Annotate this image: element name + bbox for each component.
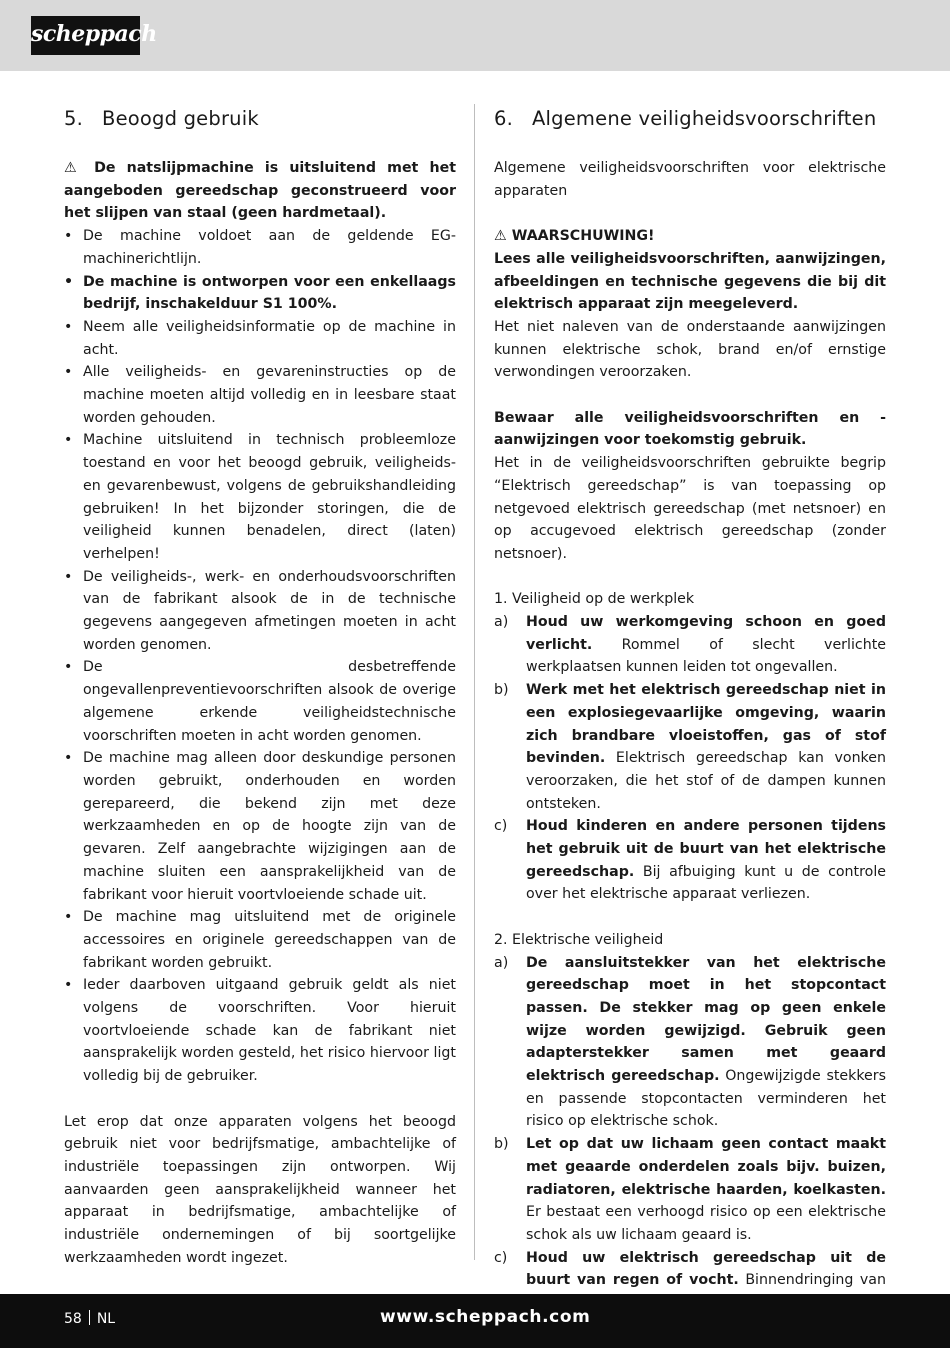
intro-text: De natslijpmachine is uitsluitend met het aangeboden gereedschap geconstrueerd voor het slijpen van staal (geen hardmetaal). <box>64 160 456 222</box>
item-text: Rommel of slecht verlichte werkplaatsen kunnen leiden tot ongevallen. <box>526 636 886 676</box>
item-bold: Let op dat uw lichaam geen contact maakt met geaarde onderdelen zoals bijv. buizen, radiatoren, elektrische haarden, koelkasten. <box>526 1136 886 1198</box>
item-text: Binnendringing van <box>745 1272 886 1289</box>
list-item: • De machine mag alleen door deskundige personen worden gebruikt, onderhouden en worden gerepareerd, die bekend zijn met deze werkzaamheden en op de hoogte zijn van de gevaren. Zelf aangebrachte wijzigingen aan de machine sluiten een aansprakelijkheid van de fabrikant voor hieruit voortvloeiende schade uit. <box>64 747 456 906</box>
right-column <box>494 100 886 1338</box>
list-marker: a) <box>494 614 509 631</box>
list-item: • Alle veiligheids- en gevareninstructies op de machine moeten altijd volledig en in leesbare staat worden gehouden. <box>64 361 456 429</box>
warning-triangle-icon: ⚠ <box>64 160 83 176</box>
left-column <box>64 100 456 1269</box>
list-item: • De machine mag uitsluitend met de originele accessoires en originele gereedschappen van de fabrikant worden gebruikt. <box>64 906 456 974</box>
list-item <box>494 679 886 815</box>
list-marker: c) <box>494 1249 508 1266</box>
electrical-safety-title: 2. Elektrische veiligheid <box>494 931 664 948</box>
subheading: Algemene veiligheidsvoorschriften voor elektrische apparaten <box>494 160 886 199</box>
list-item: • Neem alle veiligheidsinformatie op de machine in acht. <box>64 316 456 361</box>
list-marker: b) <box>494 1136 509 1153</box>
list-item <box>494 611 886 679</box>
section-5-number: 5. <box>64 107 84 130</box>
intro-paragraph <box>64 157 456 225</box>
section-6-number: 6. <box>494 107 514 130</box>
closing-paragraph: Let erop dat onze apparaten volgens het beoogd gebruik niet voor bedrijfsmatige, ambachtelijke of industriële toepassingen zijn ontworpen. Wij aanvaarden geen aansprakelijkheid wanneer het apparaat in bedrijfsmatige, ambachtelijke of industriële ondernemingen of bij soortgelijke werkzaamheden wordt ingezet. <box>64 1113 456 1266</box>
list-item <box>494 1133 886 1247</box>
item-text: Er bestaat een verhoogd risico op een elektrische schok als uw lichaam geaard is. <box>526 1204 886 1243</box>
workplace-safety-title: 1. Veiligheid op de werkplek <box>494 591 695 608</box>
item-bold: Werk met het elektrisch gereedschap niet in een explosiegevaarlijke omgeving, waarin zich brandbare vloeistoffen, gas of stof bevinden. <box>526 682 886 767</box>
keep-instructions-bold: Bewaar alle veiligheidsvoorschriften en -aanwijzingen voor toekomstig gebruik. <box>494 409 886 449</box>
item-bold: Houd uw werkomgeving schoon en goed verlicht. <box>526 614 886 653</box>
list-item <box>494 815 886 906</box>
language-code: NL <box>96 1311 116 1327</box>
item-bold: Houd uw elektrisch gereedschap uit de buurt van regen of vocht. <box>526 1249 886 1289</box>
page-info <box>64 1310 115 1327</box>
warning-text: Het niet naleven van de onderstaande aanwijzingen kunnen elektrische schok, brand en/of ernstige verwondingen veroorzaken. <box>494 318 886 381</box>
warning-bold-text: Lees alle veiligheidsvoorschriften, aanwijzingen, afbeeldingen en technische gegevens die bij dit elektrisch apparaat zijn meegeleverd. <box>494 250 886 313</box>
footer-bar <box>0 1294 950 1348</box>
column-divider <box>474 104 475 1260</box>
list-item: • De desbetreffende ongevallenpreventievoorschriften alsook de overige algemene erkende veiligheidstechnische voorschriften moeten in acht worden genomen. <box>64 656 456 747</box>
list-item: • De machine voldoet aan de geldende EG-machinerichtlijn. <box>64 225 456 270</box>
list-marker: a) <box>494 954 509 971</box>
section-6-title: Algemene veiligheidsvoorschriften <box>532 107 877 130</box>
item-text: Ongewijzigde stekkers en passende stopcontacten verminderen het risico op elektrische schok. <box>526 1068 887 1130</box>
item-bold: De aansluitstekker van het elektrische gereedschap moet in het stopcontact passen. De stekker mag op geen enkele wijze worden gewijzigd. Gebruik geen adapterstekker samen met geaard elektrisch gereedschap. <box>526 954 886 1085</box>
keep-instructions-text: Het in de veiligheidsvoorschriften gebruikte begrip “Elektrisch gereedschap” is van toepassing op netgevoed elektrisch gereedschap (met netsnoer) en op accugevoed elektrisch gereedschap (zonder netsnoer). <box>494 455 886 562</box>
list-item: • De veiligheids-, werk- en onderhoudsvoorschriften van de fabrikant alsook de in de technische gegevens aangegeven afmetingen moeten in acht worden genomen. <box>64 566 456 657</box>
section-5-heading <box>64 100 456 138</box>
warning-triangle-icon: ⚠ <box>494 228 507 245</box>
list-marker: b) <box>494 682 509 699</box>
warning-label-text: WAARSCHUWING! <box>511 228 655 245</box>
list-marker: c) <box>494 818 508 835</box>
list-item <box>494 952 886 1134</box>
list-item: • Ieder daarboven uitgaand gebruik geldt als niet volgens de voorschriften. Voor hieruit voortvloeiende schade kan de fabrikant niet aansprakelijk worden gesteld, het risico hiervoor ligt volledig bij de gebruiker. <box>64 974 456 1088</box>
intended-use-list <box>64 225 456 1088</box>
item-text: Elektrisch gereedschap kan vonken veroorzaken, die het stof of de dampen kunnen ontsteken. <box>526 750 886 812</box>
electrical-safety-list <box>494 952 886 1338</box>
warning-label <box>494 225 886 248</box>
header-bar <box>0 0 950 71</box>
list-item: • De machine is ontworpen voor een enkellaags bedrijf, inschakelduur S1 100%. <box>64 271 456 316</box>
section-5-title: Beoogd gebruik <box>102 107 259 130</box>
item-text: Bij afbuiging kunt u de controle over het elektrische apparaat verliezen. <box>526 863 886 903</box>
website-link[interactable]: www.scheppach.com <box>380 1307 591 1327</box>
section-6-heading <box>494 100 886 138</box>
workplace-safety-list <box>494 611 886 906</box>
scheppach-logo: scheppach <box>31 16 140 55</box>
list-item: • Machine uitsluitend in technisch probleemloze toestand en voor het beoogd gebruik, veiligheids- en gevarenbewust, volgens de gebruikshandleiding gebruiken! In het bijzonder storingen, die de veiligheid kunnen benadelen, direct (laten) verhelpen! <box>64 429 456 565</box>
item-bold: Houd kinderen en andere personen tijdens het gebruik uit de buurt van het elektrische gereedschap. <box>526 818 886 880</box>
page-number: 58 <box>64 1311 82 1327</box>
